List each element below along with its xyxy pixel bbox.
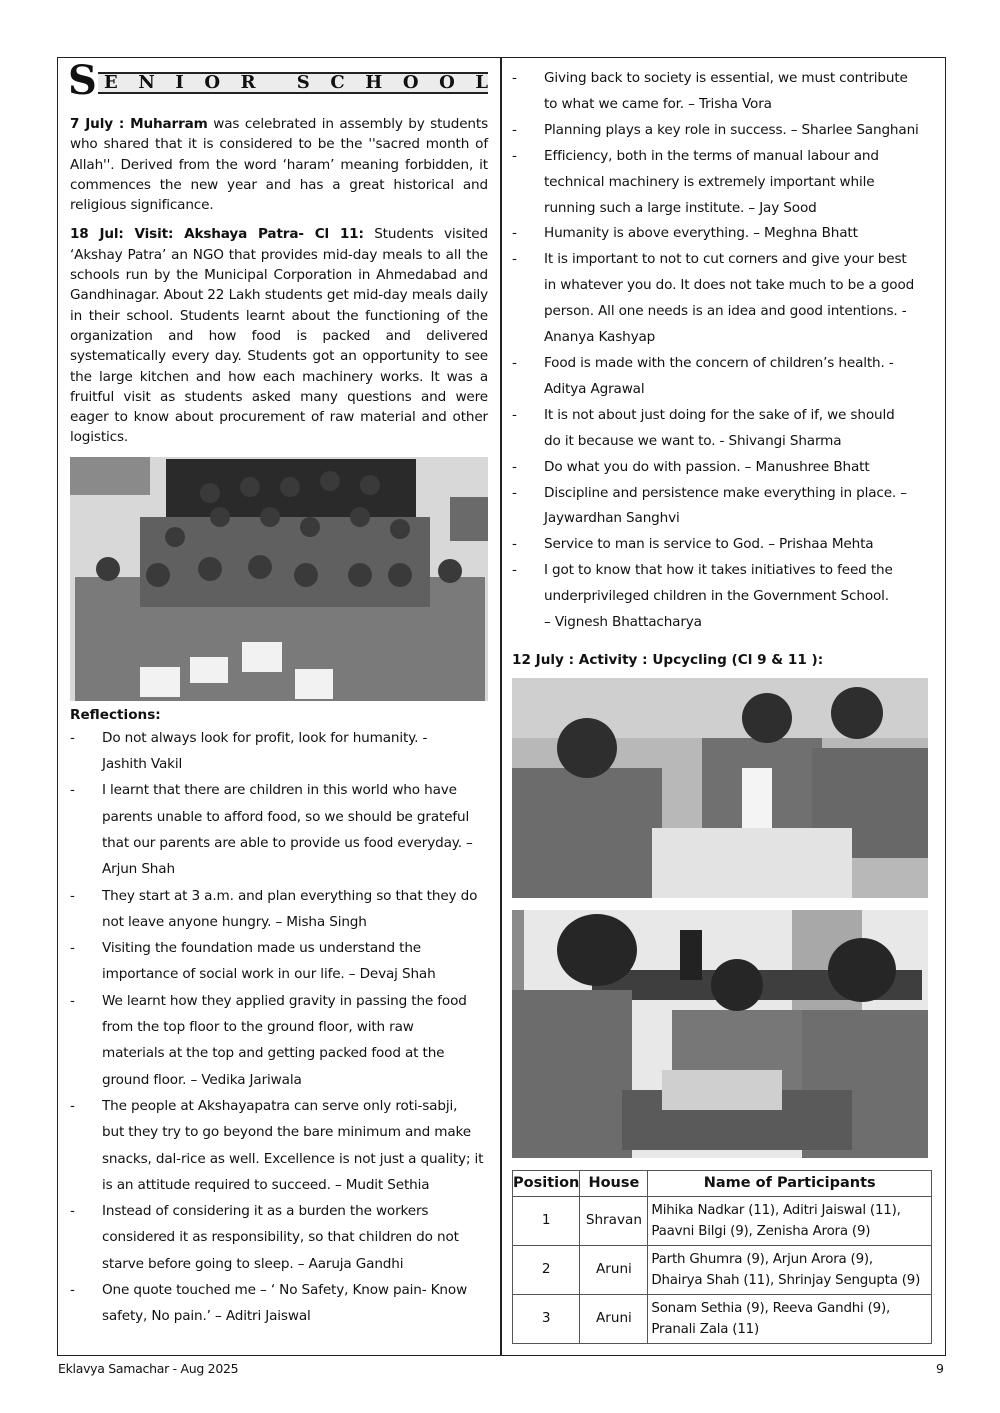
reflection-line: Humanity is above everything. – Meghna Bhatt [544,225,858,242]
cell-position: 2 [513,1245,580,1294]
bullet-dash: - [512,458,517,475]
reflection-item [512,532,932,558]
bullet-dash: - [512,562,517,579]
bullet-dash: - [512,121,517,138]
reflection-line: running such a large institute. – Jay Sood [544,199,817,216]
reflection-line: but they try to go beyond the bare minimum and make [102,1124,471,1141]
section-header-band [98,72,488,94]
article-lead: 7 July : Muharram [70,116,208,132]
bullet-dash: - [512,354,517,371]
reflection-line: It is important to not to cut corners and give your best [544,251,907,268]
reflection-line: Planning plays a key role in success. – Sharlee Sanghani [544,121,919,138]
reflection-item [512,351,932,403]
column-divider [500,57,502,1356]
reflection-line: technical machinery is extremely important while [544,173,875,190]
reflection-item [70,777,488,882]
article-lead: 18 Jul: Visit: Akshaya Patra- Cl 11: [70,226,364,243]
reflection-line: Instead of considering it as a burden the workers [102,1203,429,1220]
reflection-line: to what we came for. – Trisha Vora [544,95,772,112]
reflection-line: Visiting the foundation made us understand the [102,940,422,957]
reflection-line: Jashith Vakil [102,756,183,773]
reflection-line: parents unable to afford food, so we should be grateful [102,808,470,825]
reflection-line: from the top floor to the ground floor, with raw [102,1019,414,1036]
reflection-line: – Vignesh Bhattacharya [544,614,702,631]
reflections-list-right [512,66,932,636]
upcycling-photo-girls [512,910,928,1158]
cell-participants [648,1196,932,1245]
reflection-line: that our parents are able to provide us food everyday. – [102,834,473,851]
reflection-item [70,1093,488,1198]
reflection-item [512,66,932,118]
upcycling-photo-boys [512,678,928,898]
reflection-item [70,1277,488,1330]
article-muharram [70,114,488,215]
bullet-dash: - [512,251,517,268]
cell-house: Shravan [580,1196,648,1245]
reflection-item [512,144,932,222]
reflection-line: They start at 3 a.m. and plan everything so that they do [102,887,478,904]
reflection-item [70,883,488,936]
cell-position: 3 [513,1294,580,1343]
table-row [513,1245,932,1294]
header-letter: C [330,72,345,93]
participant-line: Sonam Sethia (9), Reeva Gandhi (9), [651,1300,891,1316]
reflection-line: Service to man is service to God. – Prishaa Mehta [544,536,874,553]
article-body: Students visited ‘Akshay Patra’ an NGO that provides mid-day meals to all the schools run by the Municipal Corporation in Ahmedabad and Gandhinagar. About 22 Lakh students get mid-day meals daily in their school. Students learnt about the functioning of the organization and how food is packed and delivered systematically every day. Students got an opportunity to see the large kitchen and how each machinery works. It was a fruitful visit as students asked many questions and were eager to know about procurement of raw material and other logistics. [70,226,488,446]
participant-line: Mihika Nadkar (11), Aditri Jaiswal (11), [651,1202,901,1218]
bullet-dash: - [512,536,517,553]
header-letter: H [365,72,383,93]
bullet-dash: - [70,992,75,1009]
reflection-item [512,558,932,636]
table-header-row [513,1170,932,1196]
reflection-item [70,935,488,988]
participant-line: Parth Ghumra (9), Arjun Arora (9), [651,1251,873,1267]
bullet-dash: - [70,729,75,746]
reflection-item [70,988,488,1093]
reflection-line: One quote touched me – ‘ No Safety, Know pain- Know [102,1281,468,1298]
header-letter: S [296,72,310,93]
cell-position: 1 [513,1196,580,1245]
reflection-line: materials at the top and getting packed food at the [102,1045,445,1062]
reflection-line: Food is made with the concern of children’s health. - [544,354,894,371]
bullet-dash: - [512,406,517,423]
reflection-item [70,725,488,778]
header-letter: L [475,72,488,93]
participant-line: Dhairya Shah (11), Shrinjay Sengupta (9) [651,1272,921,1288]
reflection-item [512,481,932,533]
left-column [68,57,488,1330]
reflection-line: Ananya Kashyap [544,329,656,346]
col-header-house: House [580,1170,648,1196]
article-body: was celebrated in assembly by students who shared that it is considered to be the ''sacred month of Allah''. Derived from the word ‘haram’ meaning forbidden, it commences the new year and has a great historical and religious significance. [70,116,488,214]
cell-house: Aruni [580,1294,648,1343]
col-header-participants: Name of Participants [648,1170,932,1196]
results-table [512,1170,932,1344]
bullet-dash: - [512,70,517,86]
reflection-line: considered it as responsibility, so that children do not [102,1229,459,1246]
reflection-item [512,118,932,144]
bullet-dash: - [70,782,75,799]
reflections-list-left [70,725,488,1330]
cell-participants [648,1245,932,1294]
reflection-line: Aditya Agrawal [544,380,645,397]
reflection-line: I got to know that how it takes initiatives to feed the [544,562,893,579]
header-letter: I [175,72,184,93]
reflection-line: do it because we want to. - Shivangi Sharma [544,432,842,449]
col-header-position: Position [513,1170,580,1196]
reflection-line: Jaywardhan Sanghvi [544,510,680,527]
reflection-line: Efficiency, both in the terms of manual labour and [544,147,879,164]
header-letter: N [138,72,155,93]
reflection-line: Discipline and persistence make everything in place. – [544,484,907,501]
reflection-line: in whatever you do. It does not take much to be a good [544,277,915,294]
header-letter: O [204,72,221,93]
reflection-line: Do what you do with passion. – Manushree Bhatt [544,458,870,475]
bullet-dash: - [70,1203,75,1220]
right-column [512,66,932,1344]
reflection-line: is an attitude required to succeed. – Mudit Sethia [102,1176,430,1193]
reflection-line: importance of social work in our life. – Devaj Shah [102,966,436,983]
header-letter: O [439,72,455,93]
reflection-item [70,1198,488,1277]
section-header [68,57,488,104]
reflection-line: snacks, dal-rice as well. Excellence is not just a quality; it [102,1150,484,1167]
reflection-line: starve before going to sleep. – Aaruja Gandhi [102,1255,404,1272]
reflections-title: Reflections: [70,706,161,723]
reflection-line: The people at Akshayapatra can serve only roti-sabji, [102,1097,458,1114]
bullet-dash: - [70,887,75,904]
header-letter: E [104,72,118,93]
header-letter: R [240,72,256,93]
reflection-line: Arjun Shah [102,861,175,878]
bullet-dash: - [512,147,517,164]
section-header-initial: S [68,57,97,104]
activity-title: 12 July : Activity : Upcycling (Cl 9 & 11 ): [512,651,824,668]
reflection-item [512,221,932,247]
bullet-dash: - [70,1097,75,1114]
reflection-line: Do not always look for profit, look for humanity. - [102,729,428,746]
reflection-line: Giving back to society is essential, we must contribute [544,70,908,86]
bullet-dash: - [70,940,75,957]
bullet-dash: - [512,484,517,501]
reflection-line: ground floor. – Vedika Jariwala [102,1071,302,1088]
article-akshaya-patra [70,224,488,447]
footer-page-number: 9 [936,1361,944,1376]
bullet-dash: - [512,225,517,242]
reflection-line: safety, No pain.’ – Aditri Jaiswal [102,1308,311,1325]
cell-house: Aruni [580,1245,648,1294]
reflection-line: We learnt how they applied gravity in passing the food [102,992,467,1009]
reflection-line: underprivileged children in the Government School. [544,588,889,605]
participant-line: Pranali Zala (11) [651,1321,759,1337]
reflection-item [512,455,932,481]
bullet-dash: - [70,1281,75,1298]
table-row [513,1294,932,1343]
reflection-item [512,403,932,455]
reflection-item [512,247,932,351]
reflection-line: not leave anyone hungry. – Misha Singh [102,913,367,930]
footer-publication: Eklavya Samachar - Aug 2025 [58,1361,239,1376]
reflection-line: I learnt that there are children in this world who have [102,782,457,799]
header-letter: O [402,72,419,93]
group-photo [70,457,488,701]
table-row [513,1196,932,1245]
cell-participants [648,1294,932,1343]
reflection-line: person. All one needs is an idea and good intentions. - [544,303,907,320]
reflection-line: It is not about just doing for the sake of if, we should [544,406,895,423]
participant-line: Paavni Bilgi (9), Zenisha Arora (9) [651,1223,871,1239]
